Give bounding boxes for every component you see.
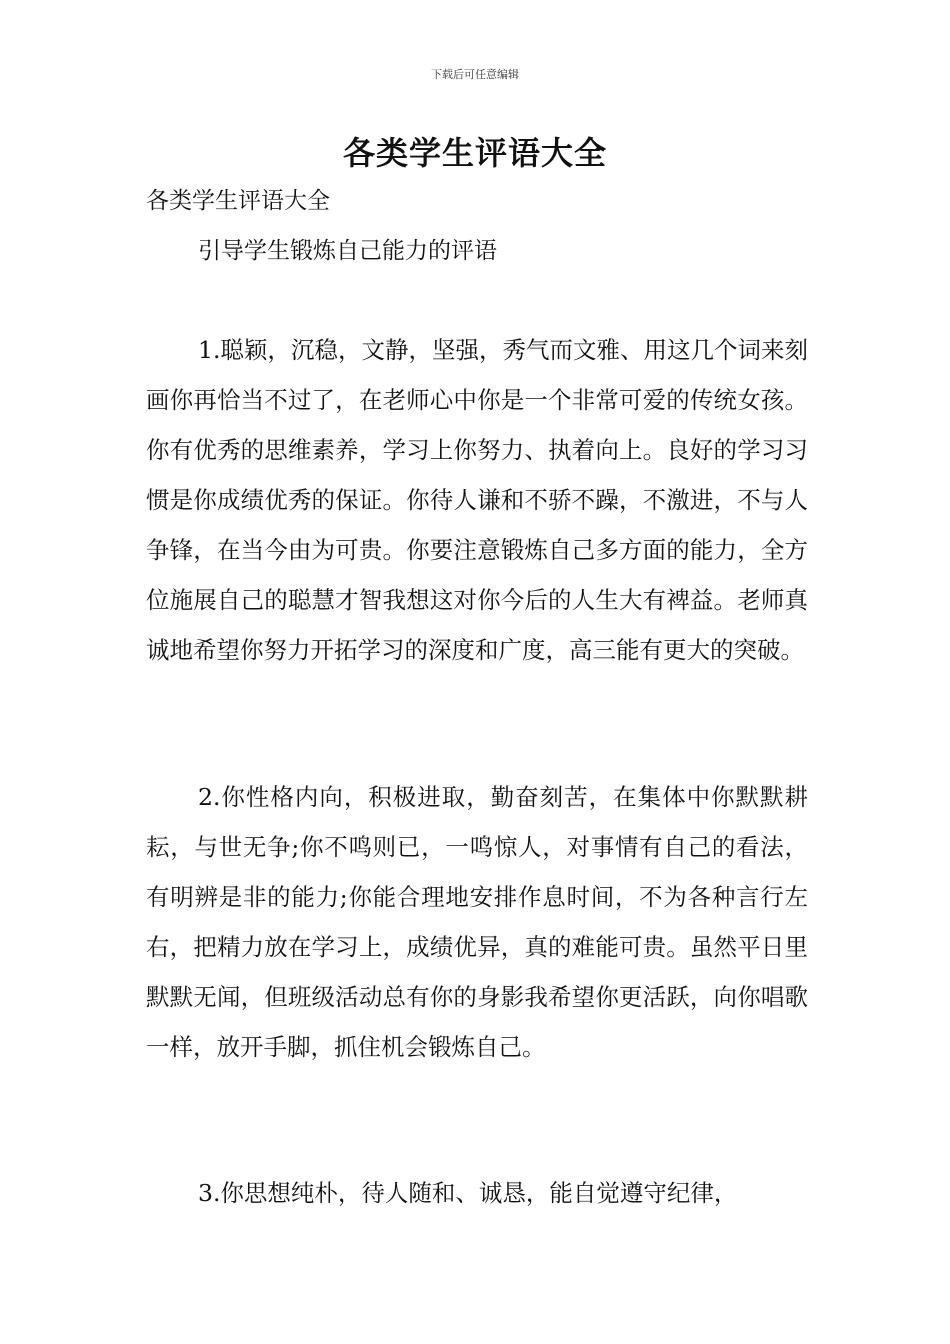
document-title: 各类学生评语大全 xyxy=(342,134,607,172)
header-note: 下载后可任意编辑 xyxy=(431,68,519,81)
document-subtitle: 各类学生评语大全 xyxy=(146,188,330,214)
comment-paragraph-2: 2.你性格内向，积极进取，勤奋刻苦，在集体中你默默耕耘，与世无争;你不鸣则已，一鸣惊人，对事情有自己的看法，有明辨是非的能力;你能合理地安排作息时间，不为各种言行左右，把精力放在学习上，成绩优异，真的难能可贵。虽然平日里默默无闻，但班级活动总有你的身影我希望你更活跃，向你唱歌一样，放开手脚，抓住机会锻炼自己。 xyxy=(146,783,808,1061)
section-heading: 引导学生锻炼自己能力的评语 xyxy=(198,238,497,264)
comment-paragraph-1: 1.聪颖，沉稳，文静，坚强，秀气而文雅、用这几个词来刻画你再恰当不过了，在老师心中你是一个非常可爱的传统女孩。你有优秀的思维素养，学习上你努力、执着向上。良好的学习习惯是你成绩优秀的保证。你待人谦和不骄不躁，不激进，不与人争锋，在当今由为可贵。你要注意锻炼自己多方面的能力，全方位施展自己的聪慧才智我想这对你今后的人生大有裨益。老师真诚地希望你努力开拓学习的深度和广度，高三能有更大的突破。 xyxy=(146,336,808,664)
comment-paragraph-3: 3.你思想纯朴，待人随和、诚恳，能自觉遵守纪律， xyxy=(198,1179,738,1207)
